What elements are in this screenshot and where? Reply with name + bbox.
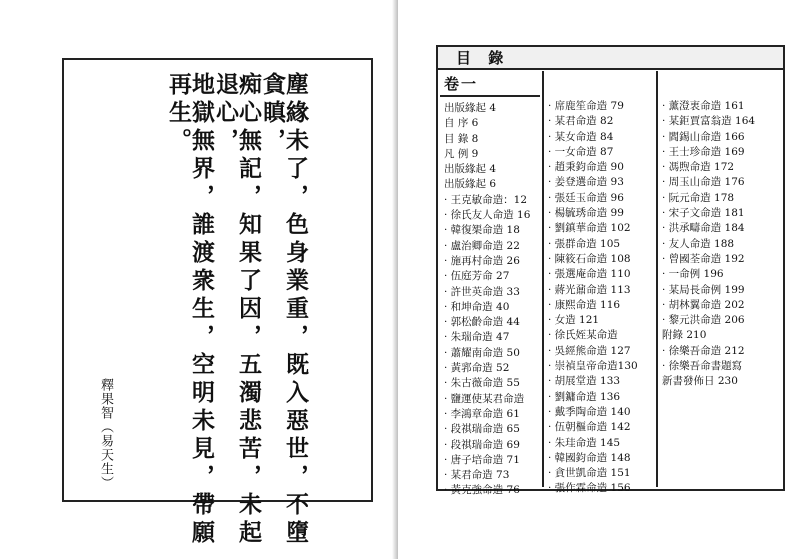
toc-entry: · 許世英命造 33	[444, 285, 520, 298]
toc-entry: · 徐樂吾命書題寫	[662, 360, 743, 373]
volume-heading: 卷一	[444, 75, 479, 93]
toc-entry: · 吳經熊命造 127	[548, 344, 631, 357]
toc-column-1	[444, 101, 530, 499]
toc-entry: · 黎元洪命造 206	[662, 314, 745, 327]
toc-entry: · 伍朝樞命造 142	[548, 421, 631, 434]
toc-entry: · 閻錫山命造 166	[662, 130, 745, 143]
poem-column-1: 塵緣未了，色身業重，既入惡世，不墮貪瞋，	[259, 72, 309, 548]
toc-entry: · 蕭耀南命造 50	[444, 346, 520, 359]
toc-entry: · 郭松齡命造 44	[444, 316, 520, 329]
toc-entry: · 某君命造 73	[444, 469, 510, 482]
toc-entry: · 趙秉鈞命造 90	[548, 161, 624, 174]
toc-entry: · 友人命造 188	[662, 237, 735, 250]
toc-entry: · 朱古薇命造 55	[444, 377, 520, 390]
toc-entry: · 劉鏞命造 136	[548, 390, 621, 403]
toc-entry: · 宋子文命造 181	[662, 207, 745, 220]
toc-column-3	[662, 99, 755, 390]
toc-entry: · 王克敏命造：12	[444, 193, 528, 206]
toc-entry: · 馮煦命造 172	[662, 161, 735, 174]
toc-entry: · 陳筱石命造 108	[548, 252, 631, 265]
toc-entry: 目 錄 8	[444, 132, 479, 145]
toc-entry: · 某君命造 82	[548, 115, 614, 128]
toc-entry: · 朱珪命造 145	[548, 436, 621, 449]
volume-underline	[440, 95, 540, 97]
toc-frame	[436, 45, 785, 497]
toc-entry: · 張群命造 105	[548, 237, 621, 250]
toc-entry: · 唐子培命造 71	[444, 453, 520, 466]
toc-entry: · 某女命造 84	[548, 130, 614, 143]
toc-entry: · 黃郛命造 52	[444, 362, 510, 375]
toc-entry: · 姜登選命造 93	[548, 176, 624, 189]
toc-entry: · 薰澄衷命造 161	[662, 100, 745, 112]
toc-entry: · 盧治卿命造 22	[444, 239, 520, 252]
toc-entry: · 段祺瑞命造 69	[444, 438, 520, 451]
toc-entry: · 崇禎皇帝命造130	[548, 360, 638, 373]
toc-entry: · 胡展堂造 133	[548, 375, 621, 388]
toc-entry: · 戴季陶命造 140	[548, 405, 631, 418]
poem-column-2: 痴心無記，知果了因，五濁悲苦，未起退心，	[212, 72, 262, 548]
toc-entry: · 蔣光鼐命造 113	[548, 283, 631, 296]
toc-entry: 自 序 6	[444, 117, 479, 130]
column-divider-2	[656, 71, 658, 487]
toc-entry: · 黃克強命造 76	[444, 484, 520, 497]
toc-column-2	[548, 99, 638, 497]
toc-entry: 凡 例 9	[444, 147, 479, 160]
toc-header-bar	[438, 47, 783, 70]
toc-entry: · 女造 121	[548, 314, 600, 327]
toc-entry: · 張廷玉命造 96	[548, 191, 624, 204]
toc-entry: · 段祺瑞命造 65	[444, 423, 520, 436]
toc-entry: · 徐氏姪某命造	[548, 329, 618, 342]
poem-column-3: 地獄無界，誰渡衆生，空明未見，帶願再生。	[165, 72, 215, 548]
toc-entry: · 施再村命造 26	[444, 254, 520, 267]
toc-entry: · 席鹿笙命造 79	[548, 100, 624, 112]
toc-entry: · 徐樂吾命造 212	[662, 344, 745, 357]
toc-entry: · 一女命造 87	[548, 145, 614, 158]
toc-entry: 出版緣起 4	[444, 102, 497, 114]
toc-entry: · 一命例 196	[662, 268, 724, 281]
toc-entry: · 某局長命例 199	[662, 283, 745, 296]
toc-entry: · 周玉山命造 176	[662, 176, 745, 189]
toc-entry: · 韓國鈞命造 148	[548, 451, 631, 464]
toc-entry: · 楊毓琇命造 99	[548, 207, 624, 220]
toc-entry: 出版緣起 4	[444, 163, 497, 176]
toc-entry: · 張選庵命造 110	[548, 268, 631, 281]
toc-entry: 出版緣起 6	[444, 178, 497, 191]
toc-entry: · 和坤命造 40	[444, 300, 510, 313]
column-divider-1	[542, 71, 544, 487]
toc-entry: · 阮元命造 178	[662, 191, 735, 204]
toc-entry: · 朱瑞命造 47	[444, 331, 510, 344]
toc-entry: · 曾國荃命造 192	[662, 252, 745, 265]
toc-entry: · 康熙命造 116	[548, 298, 621, 311]
toc-entry: · 李鴻章命造 61	[444, 407, 520, 420]
toc-entry: · 王士珍命造 169	[662, 145, 745, 158]
toc-entry: · 鹽運使某君命造	[444, 392, 525, 405]
author-signature: 釋果智（易天生）	[98, 378, 113, 490]
toc-title: 目 錄	[456, 49, 510, 67]
toc-entry: · 伍庭芳命 27	[444, 270, 510, 283]
toc-entry: 新書發佈日 230	[662, 375, 738, 388]
toc-entry: · 劉鎮華命造 102	[548, 222, 631, 235]
toc-entry: · 某鉅賈富翁造 164	[662, 115, 756, 128]
toc-entry: · 韓復榘命造 18	[444, 224, 520, 237]
toc-entry: · 貪世凱命造 151	[548, 467, 631, 480]
toc-entry: · 徐氏友人命造 16	[444, 209, 531, 222]
toc-entry: · 張作霖命造 156	[548, 482, 631, 495]
toc-entry: · 洪承疇命造 184	[662, 222, 745, 235]
right-page	[398, 0, 793, 559]
toc-entry: 附錄 210	[662, 329, 707, 342]
toc-entry: · 胡林翼命造 202	[662, 298, 745, 311]
